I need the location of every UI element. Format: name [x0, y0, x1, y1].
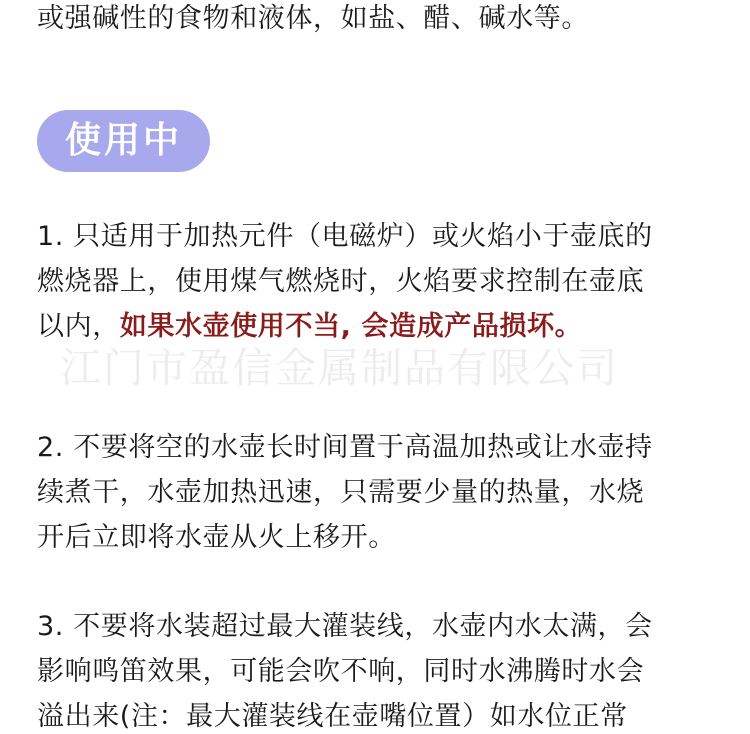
item-2-line-3: 开后立即将水壶从火上移开。	[37, 522, 396, 553]
item-3-line-2: 影响鸣笛效果，可能会吹不响，同时水沸腾时水会	[37, 656, 645, 687]
section-title-badge: 使用中	[37, 110, 210, 172]
item-1-line-1: 1. 只适用于加热元件（电磁炉）或火焰小于壶底的	[37, 221, 653, 252]
item-1-line-3-text: 以内，	[37, 311, 120, 342]
item-2-line-2: 续煮干，水壶加热迅速，只需要少量的热量，水烧	[37, 477, 645, 508]
item-1-line-3	[37, 310, 582, 344]
item-3-line-1: 3. 不要将水装超过最大灌装线，水壶内水太满，会	[37, 611, 653, 642]
item-2-line-1: 2. 不要将空的水壶长时间置于高温加热或让水壶持	[37, 432, 653, 463]
company-watermark: 江门市盈信金属制品有限公司	[60, 344, 619, 392]
item-1-line-2: 燃烧器上，使用煤气燃烧时，火焰要求控制在壶底	[37, 266, 645, 297]
intro-text: 或强碱性的食物和液体，如盐、醋、碱水等。	[37, 3, 589, 34]
item-1-warning: 如果水壶使用不当, 会造成产品损坏。	[119, 311, 583, 342]
item-3-line-3: 溢出来(注：最大灌装线在壶嘴位置）如水位正常	[37, 701, 628, 732]
